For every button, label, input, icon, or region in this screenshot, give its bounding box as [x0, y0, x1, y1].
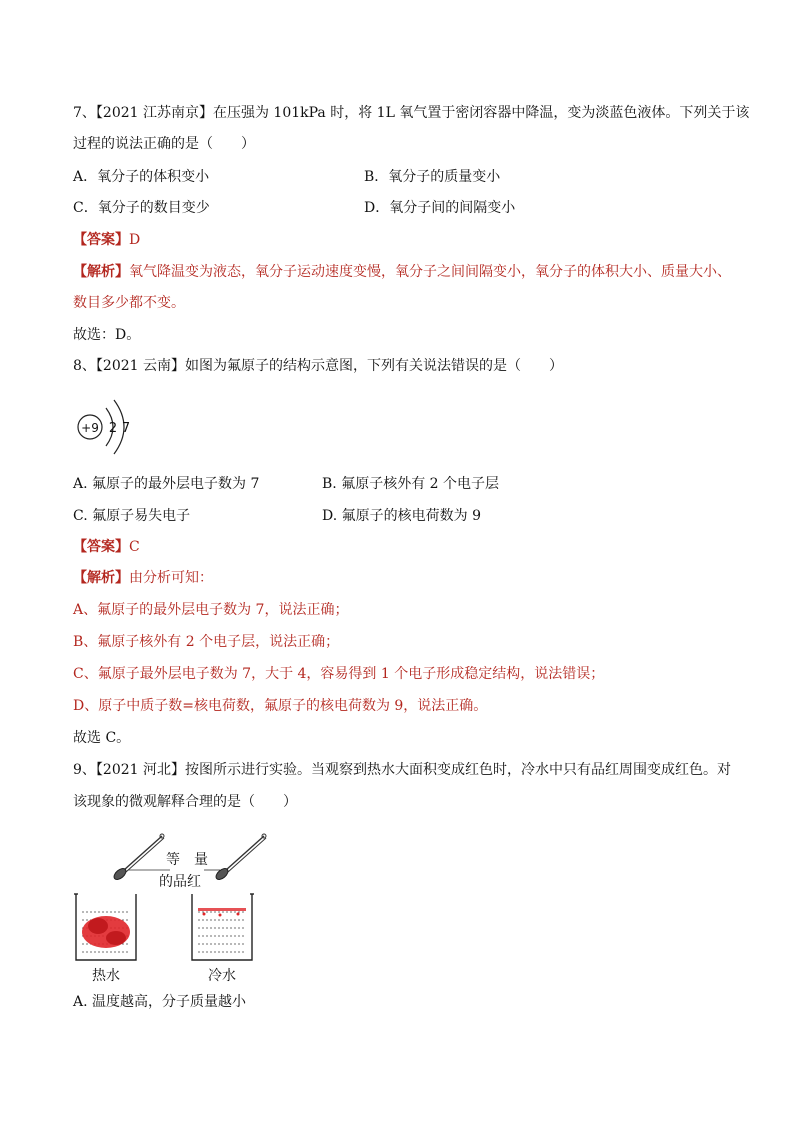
- q7-option-b: B．氧分子的质量变小: [364, 169, 501, 185]
- q8-answer: [73, 537, 140, 557]
- q8-analysis-a: A、氟原子的最外层电子数为 7，说法正确；: [73, 602, 349, 618]
- label-cold-water: 冷水: [208, 968, 236, 984]
- q8-option-d: D. 氟原子的核电荷数为 9: [322, 508, 481, 524]
- label-equal-amount: 等 量: [166, 852, 208, 868]
- q9-option-a: A. 温度越高，分子质量越小: [73, 994, 247, 1010]
- spoon-icon-left: [112, 834, 164, 882]
- q7-choose: 故选：D。: [73, 327, 141, 343]
- hot-water-beaker: [74, 894, 136, 960]
- cold-water-red-spots: [198, 908, 246, 911]
- q7-answer-value: D: [129, 232, 141, 248]
- q8-option-a: A. 氟原子的最外层电子数为 7: [73, 476, 260, 492]
- q7-analysis-line2: 数目多少都不变。: [73, 295, 185, 311]
- q7-analysis-tag: 【解析】: [73, 264, 129, 280]
- hot-water-red-diffusion: [82, 916, 130, 948]
- q7-answer: [73, 230, 140, 250]
- q9-stem-line2: 该现象的微观解释合理的是（ ）: [73, 794, 297, 810]
- q8-choose: 故选 C。: [73, 730, 131, 746]
- q8-answer-tag: 【答案】: [73, 539, 129, 555]
- q8-answer-value: C: [129, 539, 140, 555]
- q7-option-a: A．氧分子的体积变小: [73, 169, 210, 185]
- cold-water-beaker: [192, 894, 254, 960]
- diffusion-experiment-figure: [70, 828, 290, 988]
- q8-option-b: B. 氟原子核外有 2 个电子层: [322, 476, 499, 492]
- q8-stem-line1: 8、【2021 云南】如图为氟原子的结构示意图，下列有关说法错误的是（ ）: [73, 358, 563, 374]
- spoon-icon-right: [214, 834, 266, 882]
- q8-analysis-intro-text: 由分析可知：: [129, 570, 213, 586]
- label-hot-water: 热水: [92, 968, 120, 984]
- q7-analysis-text1: 氧气降温变为液态，氧分子运动速度变慢，氧分子之间间隔变小，氧分子的体积大小、质量大小、: [129, 264, 731, 280]
- q7-analysis-line1: [73, 262, 731, 282]
- label-dye: 的品红: [159, 874, 201, 890]
- q8-analysis-d: D、原子中质子数=核电荷数，氟原子的核电荷数为 9，说法正确。: [73, 698, 488, 714]
- atom-shell1-electrons: 2: [108, 421, 118, 436]
- atom-shell2-electrons: 7: [121, 421, 131, 436]
- q8-analysis-c: C、氟原子最外层电子数为 7，大于 4，容易得到 1 个电子形成稳定结构，说法错误；: [73, 666, 605, 682]
- q8-analysis-intro: [73, 568, 213, 588]
- q7-option-c: C．氧分子的数目变少: [73, 200, 210, 216]
- q7-answer-tag: 【答案】: [73, 232, 129, 248]
- atom-nucleus-label: +9: [81, 421, 99, 435]
- fluorine-atom-diagram: [72, 386, 142, 470]
- q9-stem-line1: 9、【2021 河北】按图所示进行实验。当观察到热水大面积变成红色时，冷水中只有品红周围变成红色。对: [73, 762, 731, 778]
- q7-option-d: D．氧分子间的间隔变小: [364, 200, 516, 216]
- q8-option-c: C. 氟原子易失电子: [73, 508, 191, 524]
- q7-stem-line1: 7、【2021 江苏南京】在压强为 101kPa 时，将 1L 氧气置于密闭容器中降温，变为淡蓝色液体。下列关于该: [73, 105, 750, 121]
- q7-stem-line2: 过程的说法正确的是（ ）: [73, 136, 255, 152]
- q8-analysis-b: B、氟原子核外有 2 个电子层，说法正确；: [73, 634, 340, 650]
- q8-analysis-tag: 【解析】: [73, 570, 129, 586]
